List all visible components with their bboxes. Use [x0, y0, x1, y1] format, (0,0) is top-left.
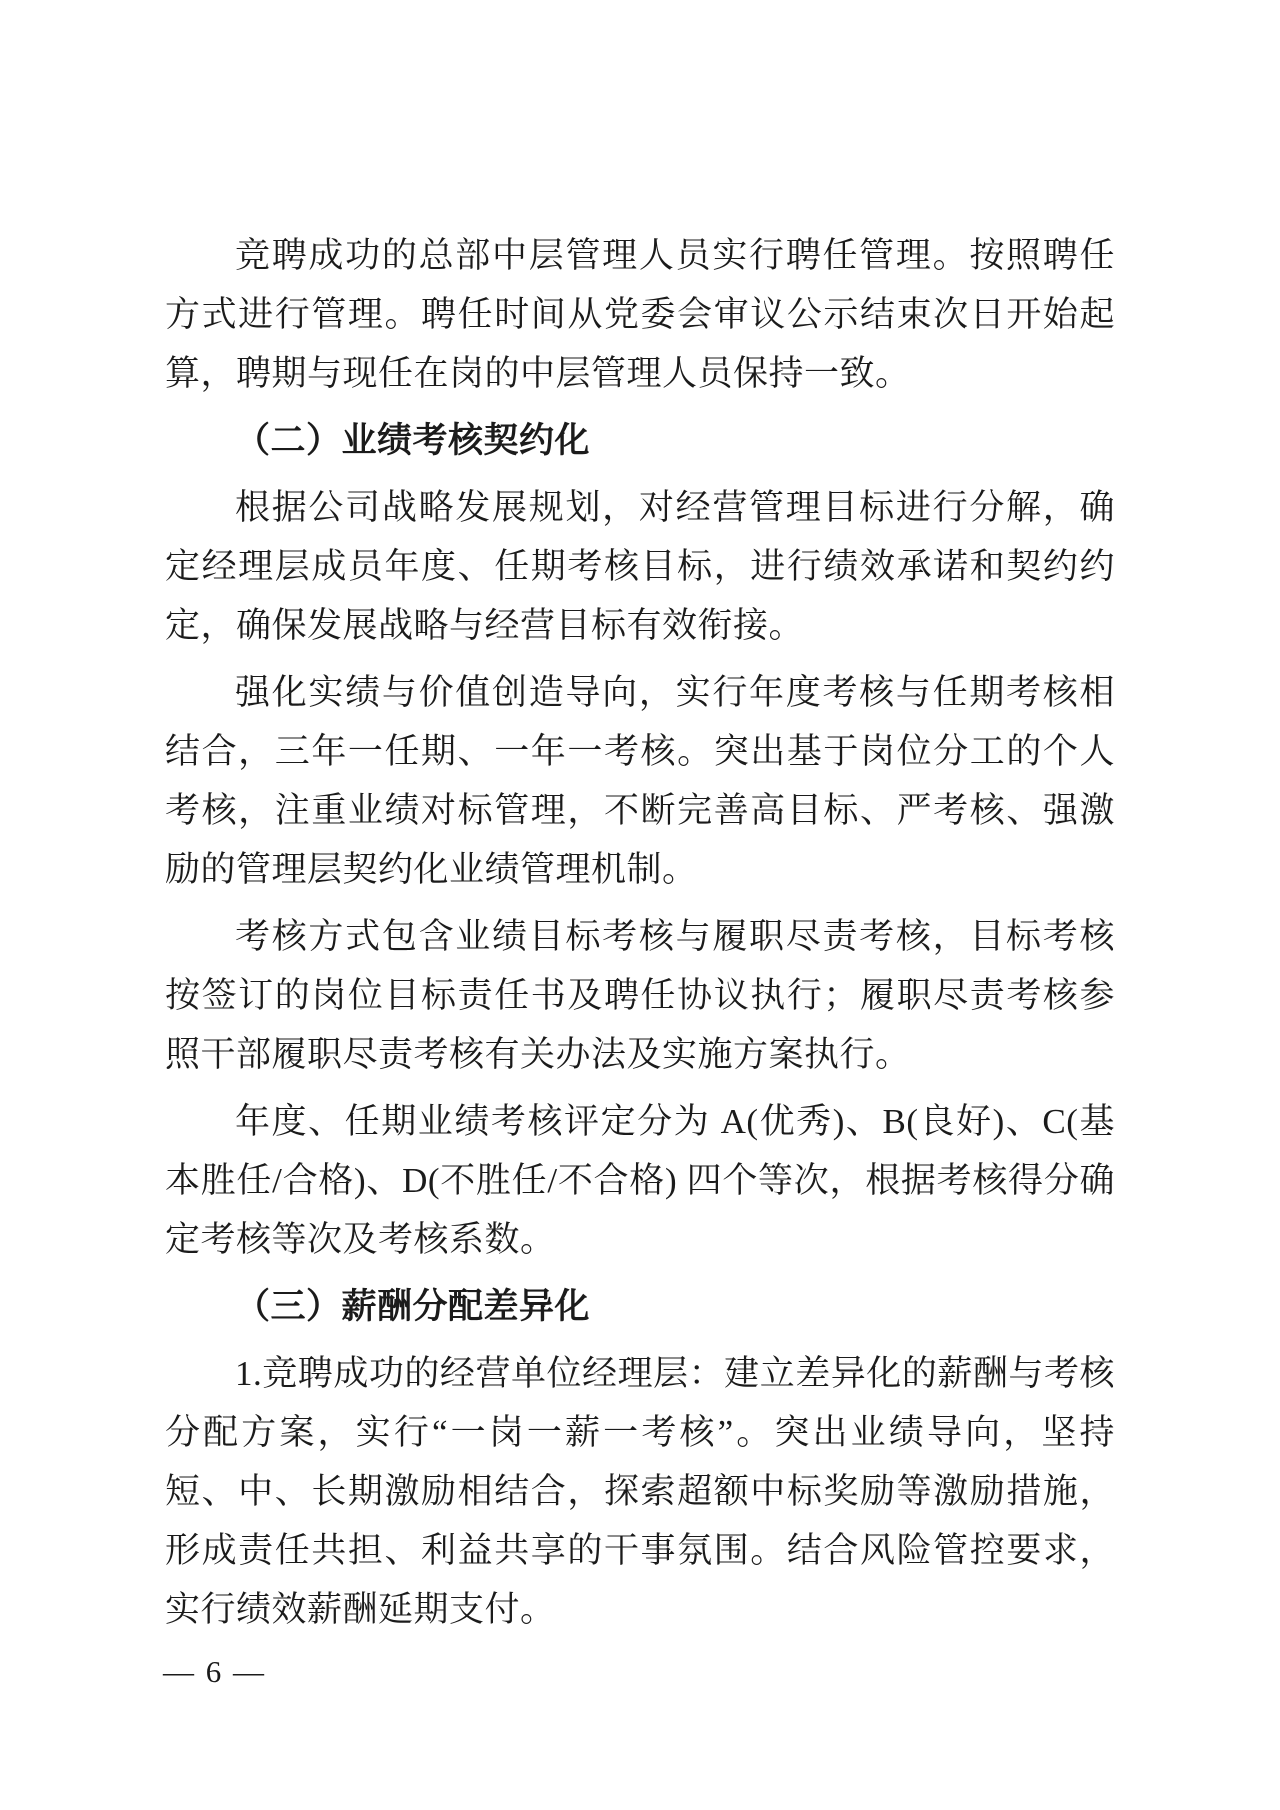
section-heading-2: （二）业绩考核契约化 [235, 421, 591, 460]
paragraph-assessment-methods: 考核方式包含业绩目标考核与履职尽责考核，目标考核按签订的岗位目标责任书及聘任协议执行；履职尽责考核参照干部履职尽责考核有关办法及实施方案执行。 [165, 917, 1115, 1074]
document-body [165, 226, 1115, 1647]
paragraph-strategy-decomposition: 根据公司战略发展规划，对经营管理目标进行分解，确定经理层成员年度、任期考核目标，进行绩效承诺和契约约定，确保发展战略与经营目标有效衔接。 [165, 488, 1115, 645]
paragraph-salary-differentiation: 1.竞聘成功的经营单位经理层：建立差异化的薪酬与考核分配方案，实行“一岗一薪一考核”。突出业绩导向，坚持短、中、长期激励相结合，探索超额中标奖励等激励措施，形成责任共担、利益共享的干事氛围。结合风险管控要求，实行绩效薪酬延期支付。 [165, 1354, 1115, 1629]
paragraph-appointment-management: 竞聘成功的总部中层管理人员实行聘任管理。按照聘任方式进行管理。聘任时间从党委会审议公示结束次日开始起算，聘期与现任在岗的中层管理人员保持一致。 [165, 236, 1115, 393]
section-heading-3: （三）薪酬分配差异化 [235, 1287, 591, 1326]
paragraph-assessment-grades: 年度、任期业绩考核评定分为 A(优秀)、B(良好)、C(基本胜任/合格)、D(不胜任/不合格) 四个等次，根据考核得分确定考核等次及考核系数。 [165, 1102, 1115, 1259]
paragraph-assessment-orientation: 强化实绩与价值创造导向，实行年度考核与任期考核相结合，三年一任期、一年一考核。突出基于岗位分工的个人考核，注重业绩对标管理，不断完善高目标、严考核、强激励的管理层契约化业绩管理机制。 [165, 673, 1115, 889]
page-number: — 6 — [163, 1654, 266, 1689]
